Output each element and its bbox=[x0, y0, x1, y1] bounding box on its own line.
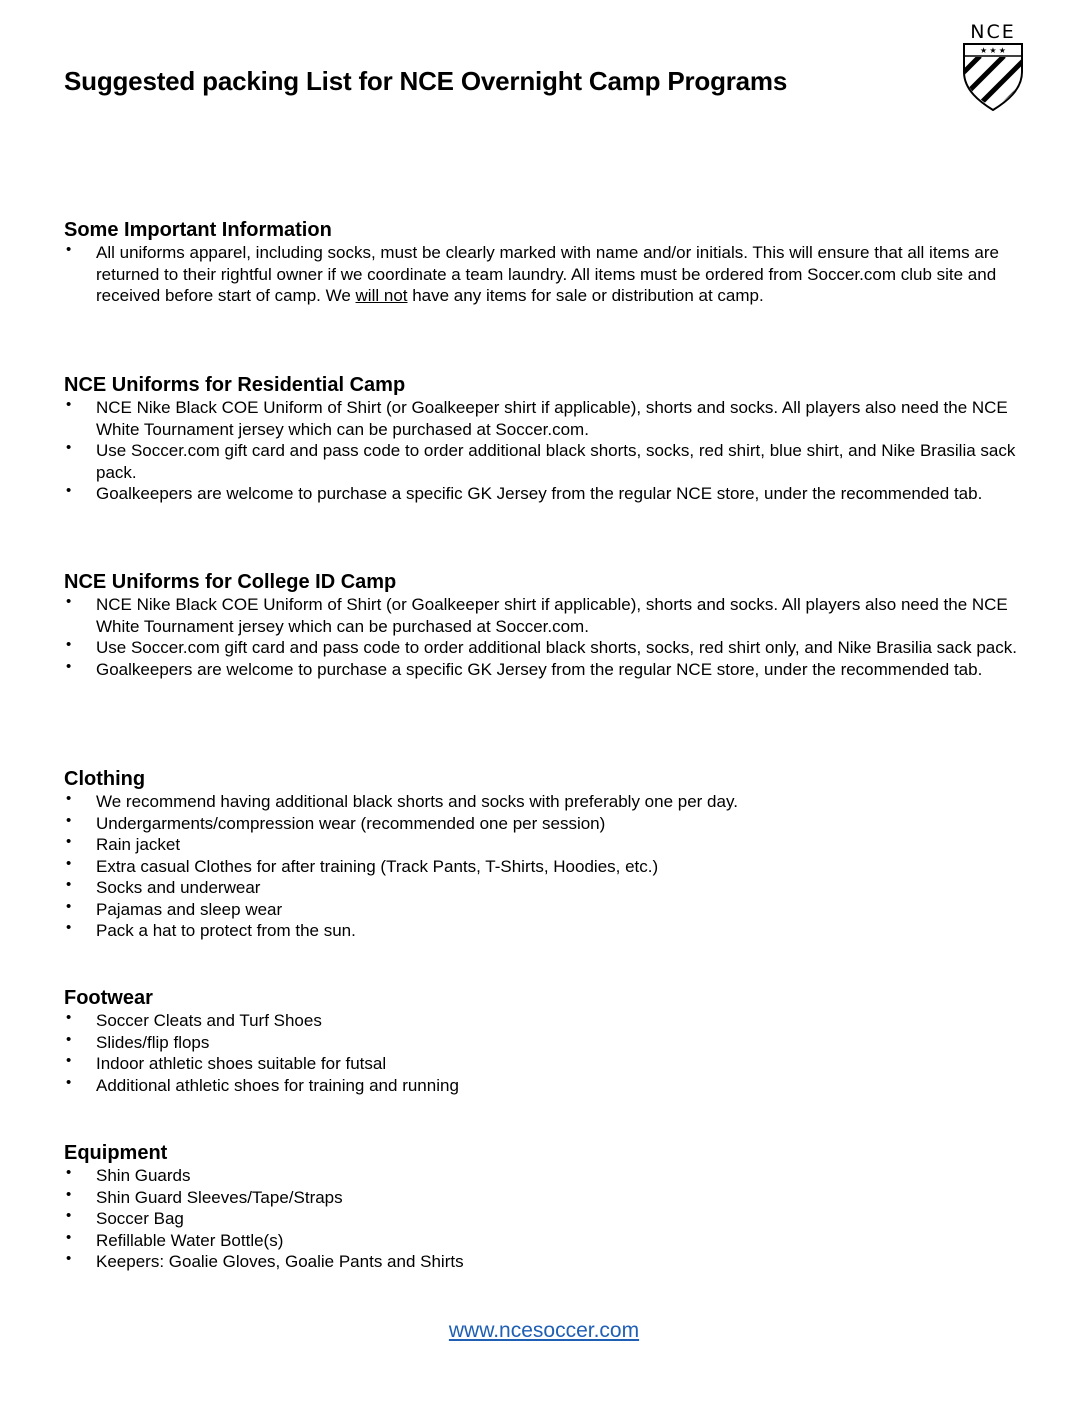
list-item: • We recommend having additional black shorts and socks with preferably one per day. bbox=[64, 791, 1024, 813]
section-heading: NCE Uniforms for Residential Camp bbox=[64, 374, 406, 396]
list-item: • Extra casual Clothes for after training (Track Pants, T-Shirts, Hoodies, etc.) bbox=[64, 856, 1024, 878]
list-item: • Shin Guards bbox=[64, 1165, 1024, 1187]
list-item: • Undergarments/compression wear (recommended one per session) bbox=[64, 813, 1024, 835]
list-item: • Use Soccer.com gift card and pass code to order additional black shorts, socks, red shirt, blue shirt, and Nike Brasilia sack pack. bbox=[64, 440, 1024, 483]
section-heading: Clothing bbox=[64, 768, 146, 790]
svg-text:★ ★ ★: ★ ★ ★ bbox=[980, 46, 1006, 55]
nce-shield-logo bbox=[960, 20, 1026, 112]
section-heading: NCE Uniforms for College ID Camp bbox=[64, 571, 397, 593]
residential-uniforms-section bbox=[64, 373, 1024, 505]
list-item: • NCE Nike Black COE Uniform of Shirt (or Goalkeeper shirt if applicable), shorts and socks. All players also need the NCE White Tournament jersey which can be purchased at Soccer.com. bbox=[64, 594, 1024, 637]
list-item: • Keepers: Goalie Gloves, Goalie Pants and Shirts bbox=[64, 1251, 1024, 1273]
list-item: • Shin Guard Sleeves/Tape/Straps bbox=[64, 1187, 1024, 1209]
list-item: • Refillable Water Bottle(s) bbox=[64, 1230, 1024, 1252]
important-info-section bbox=[64, 218, 1024, 307]
list-item: • All uniforms apparel, including socks, must be clearly marked with name and/or initials. This will ensure that all items are returned to their rightful owner if we coordinate a team laundry. All items must be ordered from Soccer.com club site and received before start of camp. We will not have any items for sale or distribution at camp. bbox=[64, 242, 1024, 307]
college-uniforms-section bbox=[64, 570, 1024, 680]
section-heading: Footwear bbox=[64, 987, 153, 1009]
equipment-section bbox=[64, 1141, 1024, 1273]
list-item: • Socks and underwear bbox=[64, 877, 1024, 899]
list-item: • Use Soccer.com gift card and pass code to order additional black shorts, socks, red shirt only, and Nike Brasilia sack pack. bbox=[64, 637, 1024, 659]
footwear-section bbox=[64, 986, 1024, 1096]
emphasis-will-not: will not bbox=[355, 286, 408, 305]
page-title: Suggested packing List for NCE Overnight Camp Programs bbox=[64, 66, 788, 96]
list-item: • Soccer Cleats and Turf Shoes bbox=[64, 1010, 1024, 1032]
clothing-section bbox=[64, 767, 1024, 942]
list-item: • Slides/flip flops bbox=[64, 1032, 1024, 1054]
list-item: • NCE Nike Black COE Uniform of Shirt (or Goalkeeper shirt if applicable), shorts and socks. All players also need the NCE White Tournament jersey which can be purchased at Soccer.com. bbox=[64, 397, 1024, 440]
website-link[interactable]: www.ncesoccer.com bbox=[448, 1319, 640, 1342]
list-item: • Soccer Bag bbox=[64, 1208, 1024, 1230]
list-item: • Rain jacket bbox=[64, 834, 1024, 856]
list-item: • Goalkeepers are welcome to purchase a specific GK Jersey from the regular NCE store, under the recommended tab. bbox=[64, 659, 1024, 681]
section-heading: Equipment bbox=[64, 1142, 168, 1164]
list-item: • Additional athletic shoes for training and running bbox=[64, 1075, 1024, 1097]
list-item: • Pack a hat to protect from the sun. bbox=[64, 920, 1024, 942]
list-item: • Goalkeepers are welcome to purchase a specific GK Jersey from the regular NCE store, under the recommended tab. bbox=[64, 483, 1024, 505]
logo-text: NCE bbox=[970, 21, 1016, 43]
list-item: • Indoor athletic shoes suitable for futsal bbox=[64, 1053, 1024, 1075]
list-item: • Pajamas and sleep wear bbox=[64, 899, 1024, 921]
section-heading: Some Important Information bbox=[64, 219, 332, 241]
